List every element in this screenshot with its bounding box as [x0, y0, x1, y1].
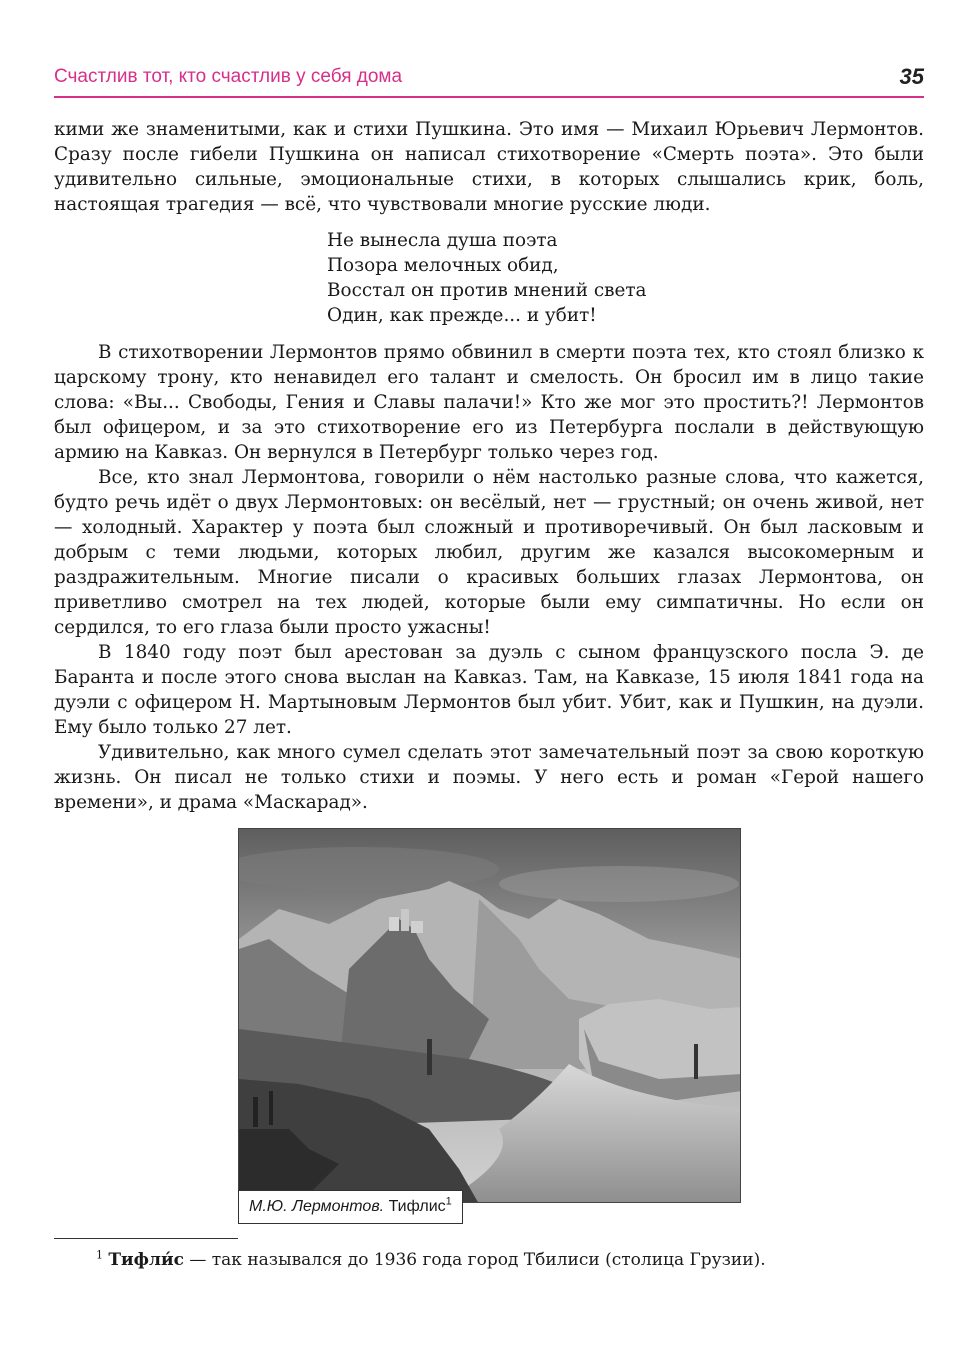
paragraph: В 1840 году поэт был арестован за дуэль с сыном французского посла Э. де Баранта и после этого снова выслан на Кавказ. Там, на Кавказе, 15 июля 1841 года на дуэли с офицером Н. Мартыновым Лермонтов был убит. Убит, как и Пушкин, на дуэли. Ему было только 27 лет.	[54, 642, 924, 738]
caption-title: Тифлис	[388, 1198, 446, 1215]
paragraph: В стихотворении Лермонтов прямо обвинил в смерти поэта тех, кто стоял близко к царскому трону, кто ненавидел его талант и смелость. Он бросил им в лицо такие слова: «Вы... Свободы, Гения и Славы палачи!» Кто же мог это простить?! Лермонтов был офицером, и за это стихотворение его из Петербурга послали в действующую армию на Кавказ. Он вернулся в Петербург только через год.	[54, 342, 924, 463]
footnote	[96, 1248, 766, 1272]
footnote-text: — так назывался до 1936 года город Тбилиси (столица Грузии).	[189, 1250, 766, 1270]
body-text	[54, 117, 924, 815]
poem-stanza	[327, 228, 924, 328]
figure	[238, 828, 741, 1220]
poem-line: Не вынесла душа поэта	[327, 230, 558, 251]
figure-caption	[238, 1190, 463, 1224]
caption-footnote-ref: 1	[445, 1195, 452, 1208]
painting-tiflis	[238, 828, 741, 1203]
poem-line: Один, как прежде... и убит!	[327, 305, 597, 326]
running-title: Счастлив тот, кто счастлив у себя дома	[54, 66, 403, 87]
footnote-term: Тифли́с	[108, 1250, 184, 1270]
paragraph: Все, кто знал Лермонтова, говорили о нём настолько разные слова, что кажется, будто речь идёт о двух Лермонтовых: он весёлый, нет — грустный; он очень живой, нет — холодный. Характер у поэта был сложный и противоречивый. Он был ласковым и добрым с теми людьми, которых любил, другим же казался высокомерным и раздражительным. Многие писали о красивых больших глазах Лермонтова, он приветливо смотрел на тех людей, которые были ему симпатичны. Но если он сердился, то его глаза были просто ужасны!	[54, 467, 924, 638]
paragraph: кими же знаменитыми, как и стихи Пушкина. Это имя — Михаил Юрьевич Лермонтов. Сразу после гибели Пушкина он написал стихотворение «Смерть поэта». Это были удивительно сильные, эмоциональные стихи, в которых слышались крик, боль, настоящая трагедия — всё, что чувствовали многие русские люди.	[54, 119, 924, 215]
caption-author: М.Ю. Лермонтов.	[249, 1198, 385, 1215]
header-rule	[54, 96, 924, 98]
page-header	[54, 64, 924, 94]
paragraph: Удивительно, как много сумел сделать этот замечательный поэт за свою короткую жизнь. Он писал не только стихи и поэмы. У него есть и роман «Герой нашего времени», и драма «Маскарад».	[54, 742, 924, 813]
painting-illustration	[239, 829, 741, 1203]
footnote-rule	[54, 1238, 238, 1239]
page-number: 35	[899, 64, 924, 89]
poem-line: Восстал он против мнений света	[327, 280, 647, 301]
footnote-marker: 1	[96, 1248, 103, 1262]
poem-line: Позора мелочных обид,	[327, 255, 559, 276]
